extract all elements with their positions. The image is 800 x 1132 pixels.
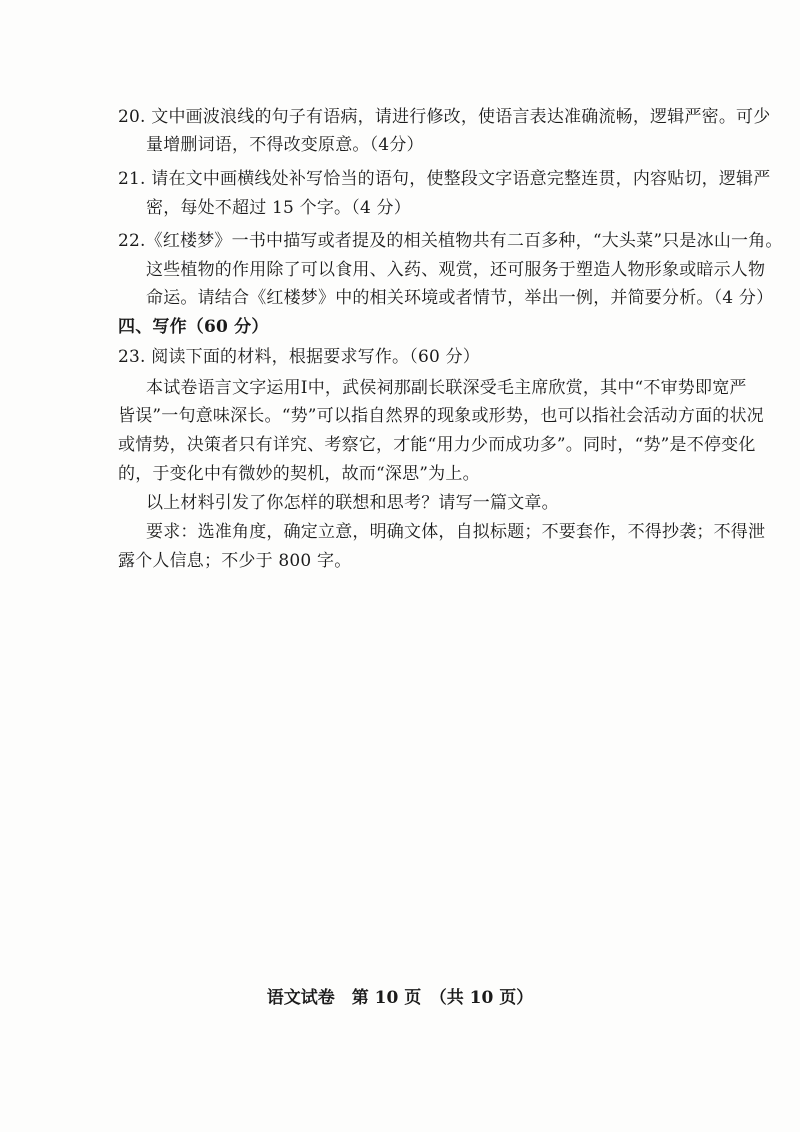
material-para-line: 的，于变化中有微妙的契机，故而“深思”为上。 xyxy=(118,464,480,484)
question-22-line-2: 这些植物的作用除了可以食用、入药、观赏，还可服务于塑造人物形象或暗示人物 xyxy=(146,260,766,280)
page-footer: 语文试卷 第 10 页 （共 10 页） xyxy=(266,988,534,1008)
question-20-line-1: 20. 文中画波浪线的句子有语病，请进行修改，使语言表达准确流畅，逻辑严密。可少 xyxy=(118,107,771,127)
requirements-line: 要求：选准角度，确定立意，明确文体，自拟标题；不要套作，不得抄袭；不得泄 xyxy=(146,522,766,542)
question-21-line-2: 密，每处不超过 15 个字。（4 分） xyxy=(146,198,411,218)
material-para-line: 或情势，决策者只有详究、考察它，才能“用力少而成功多”。同时，“势”是不停变化 xyxy=(118,435,756,455)
question-23-title: 23. 阅读下面的材料，根据要求写作。（60 分） xyxy=(118,347,480,367)
section-4-heading: 四、写作（60 分） xyxy=(118,317,269,337)
question-20-line-2: 量增删词语，不得改变原意。（4分） xyxy=(146,135,424,155)
question-22-line-3: 命运。请结合《红楼梦》中的相关环境或者情节，举出一例，并简要分析。（4 分） xyxy=(146,288,774,308)
prompt-line: 以上材料引发了你怎样的联想和思考？请写一篇文章。 xyxy=(146,493,559,513)
question-22-line-1: 22.《红楼梦》一书中描写或者提及的相关植物共有二百多种，“大头菜”只是冰山一角。 xyxy=(118,231,783,251)
requirements-line: 露个人信息；不少于 800 字。 xyxy=(118,551,352,571)
material-para-line: 皆误”一句意味深长。“势”可以指自然界的现象或形势，也可以指社会活动方面的状况 xyxy=(118,406,764,426)
question-21-line-1: 21. 请在文中画横线处补写恰当的语句，使整段文字语意完整连贯，内容贴切，逻辑严 xyxy=(118,169,771,189)
material-para-line: 本试卷语言文字运用Ⅰ中，武侯祠那副长联深受毛主席欣赏，其中“不审势即宽严 xyxy=(146,378,747,398)
